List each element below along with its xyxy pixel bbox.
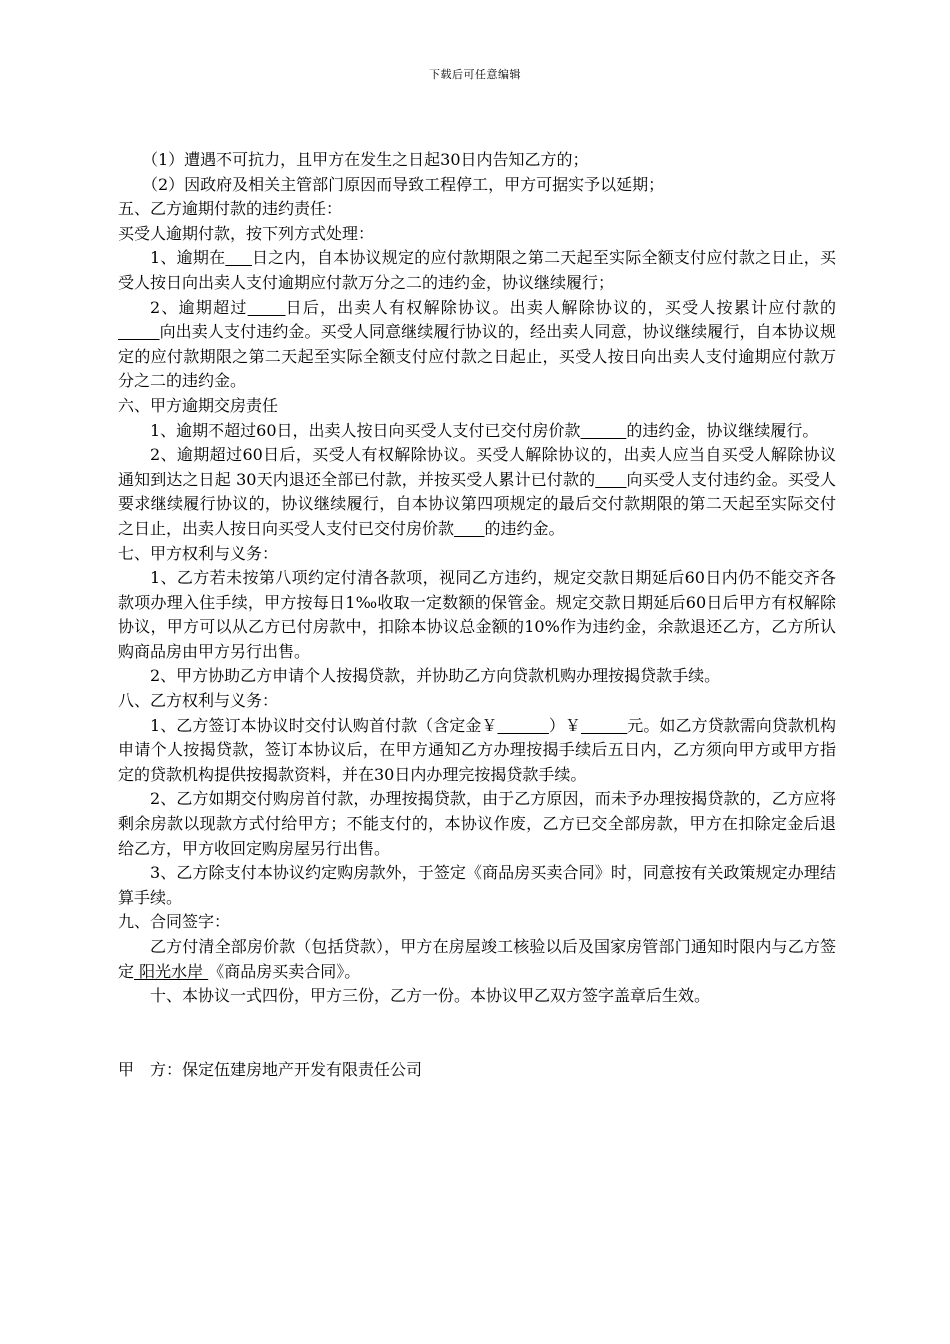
- paragraph-party-a-right-2: 2、甲方协助乙方申请个人按揭贷款，并协助乙方向贷款机购办理按揭贷款手续。: [150, 666, 721, 686]
- signature-company: 保定伍建房地产开发有限责任公司: [182, 1059, 423, 1079]
- text-segment: ）￥: [548, 715, 581, 735]
- signature-line-party-a: [118, 1058, 836, 1083]
- paragraph-delivery-within-60: [118, 419, 836, 444]
- blank-field: [595, 470, 626, 489]
- paragraph-delivery-beyond-60: [118, 443, 836, 541]
- text-segment: 的违约金，协议继续履行。: [626, 420, 819, 440]
- paragraph-buyer-overdue-intro: 买受人逾期付款，按下列方式处理：: [118, 223, 375, 243]
- text-segment: 的违约金。: [484, 518, 565, 538]
- section-heading-6: 六、甲方逾期交房责任: [118, 395, 279, 415]
- clause-item-2: （2）因政府及相关主管部门原因而导致工程停工，甲方可据实予以延期；: [142, 174, 665, 194]
- paragraph-party-b-right-1: [118, 714, 836, 788]
- text-segment: 元。如乙方贷款需向贷款机构申请个人按揭贷款，签订本协议后，在甲方通知乙方办理按揭手续后五日内，乙方须向甲方或甲方指定的贷款机构提供按揭款资料，并在30日内办理完按揭贷款手续。: [118, 715, 836, 784]
- header-note: 下载后可任意编辑: [429, 68, 521, 81]
- text-segment: 乙方付清全部房价款（包括贷款），甲方在房屋竣工核验以后及国家房管部门通知时限内与乙方签定: [118, 937, 836, 981]
- spacer: [118, 1009, 836, 1058]
- project-name: 阳光水岸: [134, 961, 209, 981]
- text-segment: 日后，出卖人有权解除协议。出卖人解除协议的，买受人按累计应付款的: [285, 297, 836, 317]
- text-segment: 日之内，自本协议规定的应付款期限之第二天起至实际全额支付应付款之日止，买受人按日向出卖人支付逾期应付款万分之二的违约金，协议继续履行；: [118, 248, 836, 292]
- signature-label: 甲 方：: [118, 1059, 183, 1079]
- blank-field: [454, 519, 485, 538]
- text-segment: 向买受人支付违约金。买受人要求继续履行协议的，协议继续履行，自本协议第四项规定的最后交付款期限的第二天起至实际交付之日止，出卖人按日向买受人支付已交付房价款: [118, 469, 837, 538]
- paragraph-copies: 十、本协议一式四份，甲方三份，乙方一份。本协议甲乙双方签字盖章后生效。: [150, 986, 711, 1006]
- text-segment: 向出卖人支付违约金。买受人同意继续履行协议的，经出卖人同意，协议继续履行，自本协议规定的应付款期限之第二天起至实际全额支付应付款之日起止，买受人按日向出卖人支付逾期应付款万分之二的违约金。: [118, 322, 836, 391]
- blank-field: [248, 298, 286, 317]
- section-heading-5: 五、乙方逾期付款的违约责任：: [118, 199, 343, 219]
- blank-field: [581, 421, 627, 440]
- paragraph-party-a-right-1: 1、乙方若未按第八项约定付清各款项，视同乙方违约，规定交款日期延后60日内仍不能交齐各款项办理入住手续，甲方按每日1‰收取一定数额的保管金。规定交款日期延后60日后甲方有权解除协议，甲方可以从乙方已付房款中，扣除本协议总金额的10%作为违约金，余款退还乙方，乙方所认购商品房由甲方另行出售。: [118, 568, 836, 661]
- section-heading-7: 七、甲方权利与义务：: [118, 543, 279, 563]
- clause-item-1: （1）遭遇不可抗力，且甲方在发生之日起30日内告知乙方的；: [142, 150, 589, 169]
- document-body: [118, 148, 836, 1082]
- paragraph-overdue-beyond: [118, 296, 836, 394]
- section-heading-9: 九、合同签字：: [118, 912, 231, 932]
- text-segment: 1、逾期在: [150, 248, 226, 268]
- paragraph-party-b-right-2: 2、乙方如期交付购房首付款，办理按揭贷款，由于乙方原因，而未予办理按揭贷款的，乙方应将剩余房款以现款方式付给甲方；不能支付的，本协议作废，乙方已交全部房款，甲方在扣除定金后退给乙方，甲方收回定购房屋另行出售。: [118, 789, 836, 858]
- text-segment: 1、乙方签订本协议时交付认购首付款（含定金￥: [150, 715, 498, 735]
- blank-field: [497, 716, 548, 735]
- section-heading-8: 八、乙方权利与义务：: [118, 691, 279, 711]
- paragraph-contract-signing: [118, 935, 836, 984]
- blank-field: [581, 716, 627, 735]
- paragraph-overdue-within: [118, 246, 836, 295]
- text-segment: 《商品房买卖合同》。: [208, 961, 361, 981]
- paragraph-party-b-right-3: 3、乙方除支付本协议约定购房款外，于签定《商品房买卖合同》时，同意按有关政策规定办理结算手续。: [118, 863, 836, 907]
- blank-field: [225, 248, 252, 267]
- text-segment: 1、逾期不超过60日，出卖人按日向买受人支付已交付房价款: [150, 420, 581, 440]
- text-segment: 2、逾期超过60日后，买受人有权解除协议。买受人解除协议的，出卖人应当自买受人解除协议通知到达之日起 30天内退还全部已付款，并按买受人累计已付款的: [118, 445, 836, 489]
- blank-field: [118, 322, 160, 341]
- text-segment: 2、逾期超过: [150, 297, 248, 317]
